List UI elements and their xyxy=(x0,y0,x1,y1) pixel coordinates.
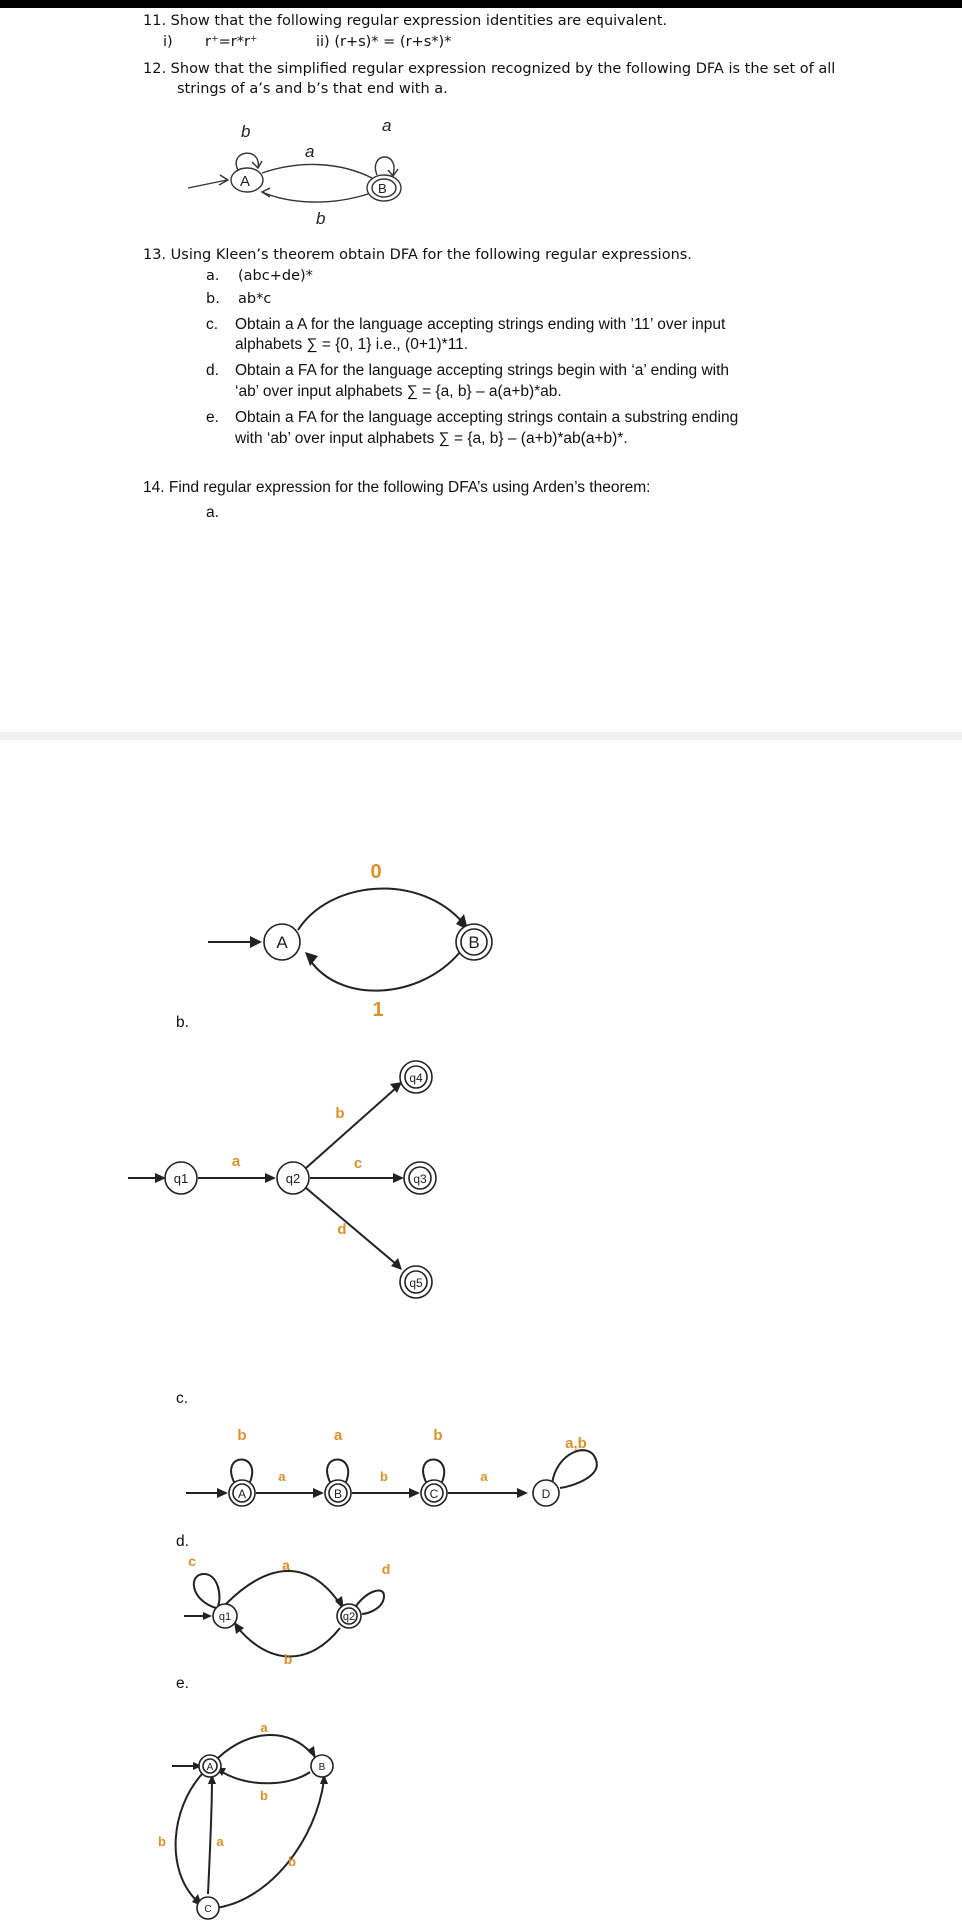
dfa-c-edge-cd-label: a xyxy=(480,1469,488,1484)
q13-b-text: ab*c xyxy=(238,291,272,307)
q12-loop-b-label: a xyxy=(382,116,392,135)
dfa-a-label-0: 0 xyxy=(370,861,382,883)
dfa-c-loop-b-label: a xyxy=(333,1427,343,1444)
dfa-d-state-q1: q1 xyxy=(218,1611,232,1623)
dfa-b-state-q2: q2 xyxy=(285,1171,301,1186)
dfa-a-state-a: A xyxy=(276,933,288,952)
dfa-b-label-c: c xyxy=(353,1155,363,1172)
q14-e-mark: e. xyxy=(176,1675,189,1692)
dfa-c-edge-ab-label: a xyxy=(278,1469,286,1484)
q13-e-line2: with ‘ab’ over input alphabets ∑ = {a, b} – (a+b)*ab(a+b)*. xyxy=(235,430,628,447)
q12-line2: strings of a’s and b’s that end with a. xyxy=(177,81,448,97)
q13-a-mark: a. xyxy=(206,268,220,284)
dfa-e-edge-ca-label: a xyxy=(216,1834,224,1849)
dfa-c-state-d: D xyxy=(541,1487,551,1501)
q14-d-mark: d. xyxy=(176,1533,189,1550)
q13-d-line2: ‘ab’ over input alphabets ∑ = {a, b} – a(a+b)*ab. xyxy=(235,383,562,400)
dfa-b-state-q3: q3 xyxy=(413,1172,427,1186)
dfa-b-label-d: d xyxy=(337,1221,347,1238)
dfa-e-edge-ba-label: b xyxy=(260,1788,268,1803)
q11-title: 11. Show that the following regular expression identities are equivalent. xyxy=(143,13,668,29)
dfa-d-loop-q1-label: c xyxy=(188,1553,196,1569)
q13-a-text: (abc+de)* xyxy=(238,268,313,284)
q13-d-line1: Obtain a FA for the language accepting strings begin with ‘a’ ending with xyxy=(235,362,730,379)
q14-title: 14. Find regular expression for the following DFA’s using Arden’s theorem: xyxy=(143,479,651,496)
dfa-e-state-a: A xyxy=(206,1762,214,1773)
q13-c-line2: alphabets ∑ = {0, 1} i.e., (0+1)*11. xyxy=(235,336,469,353)
q13-title: 13. Using Kleen’s theorem obtain DFA for the following regular expressions. xyxy=(143,247,692,263)
dfa-b-label-a: a xyxy=(231,1153,241,1170)
dfa-c-state-b: B xyxy=(333,1487,343,1501)
q11-ii-expr: ii) (r+s)* = (r+s*)* xyxy=(316,34,452,50)
dfa-c-state-c: C xyxy=(429,1487,439,1501)
q13-b-mark: b. xyxy=(206,291,220,307)
dfa-c-loop-d-label: a,b xyxy=(565,1435,587,1452)
q12-edge-ab-label: a xyxy=(305,142,315,161)
q13-e-mark: e. xyxy=(206,409,219,426)
q11-i-expr: r⁺=r*r⁺ xyxy=(205,34,258,50)
q14-c-mark: c. xyxy=(176,1390,189,1407)
q12-loop-a-label: b xyxy=(241,122,251,141)
dfa-c-state-a: A xyxy=(237,1487,247,1501)
dfa-a-state-b: B xyxy=(468,933,480,952)
q12-state-b: B xyxy=(378,181,387,196)
dfa-b-label-b: b xyxy=(335,1105,345,1122)
dfa-e-state-b: B xyxy=(318,1762,326,1773)
dfa-e-edge-ab-label: a xyxy=(260,1720,268,1735)
q12-state-a: A xyxy=(240,173,251,190)
dfa-d-state-q2: q2 xyxy=(342,1611,356,1623)
q12-edge-ba-label: b xyxy=(316,209,326,228)
dfa-e-edge-ac-label: b xyxy=(158,1834,166,1849)
dfa-c-loop-c-label: b xyxy=(433,1427,443,1444)
q14-a-mark: a. xyxy=(206,504,219,521)
dfa-e-state-c: C xyxy=(204,1904,212,1915)
q13-c-line1: Obtain a A for the language accepting strings ending with ’11’ over input xyxy=(235,316,726,333)
q13-e-line1: Obtain a FA for the language accepting strings contain a substring ending xyxy=(235,409,739,426)
dfa-c-loop-a-label: b xyxy=(237,1427,247,1444)
q13-d-mark: d. xyxy=(206,362,219,379)
q12-line1: 12. Show that the simplified regular expression recognized by the following DFA is the set of all xyxy=(143,61,836,77)
dfa-b-state-q1: q1 xyxy=(173,1171,189,1186)
dfa-e-edge-bc-label: b xyxy=(288,1854,296,1869)
q13-c-mark: c. xyxy=(206,316,219,333)
q14-b-mark: b. xyxy=(176,1014,189,1031)
dfa-a-label-1: 1 xyxy=(372,999,384,1021)
dfa-c-edge-bc-label: b xyxy=(380,1469,388,1484)
q11-i-label: i) xyxy=(163,34,173,50)
dfa-b-state-q4: q4 xyxy=(409,1071,423,1085)
dfa-d-edge-top-label: a xyxy=(282,1557,290,1573)
dfa-d-loop-q2-label: d xyxy=(381,1561,391,1577)
dfa-d-edge-bottom-label: b xyxy=(283,1651,293,1667)
dfa-b-state-q5: q5 xyxy=(409,1276,423,1290)
